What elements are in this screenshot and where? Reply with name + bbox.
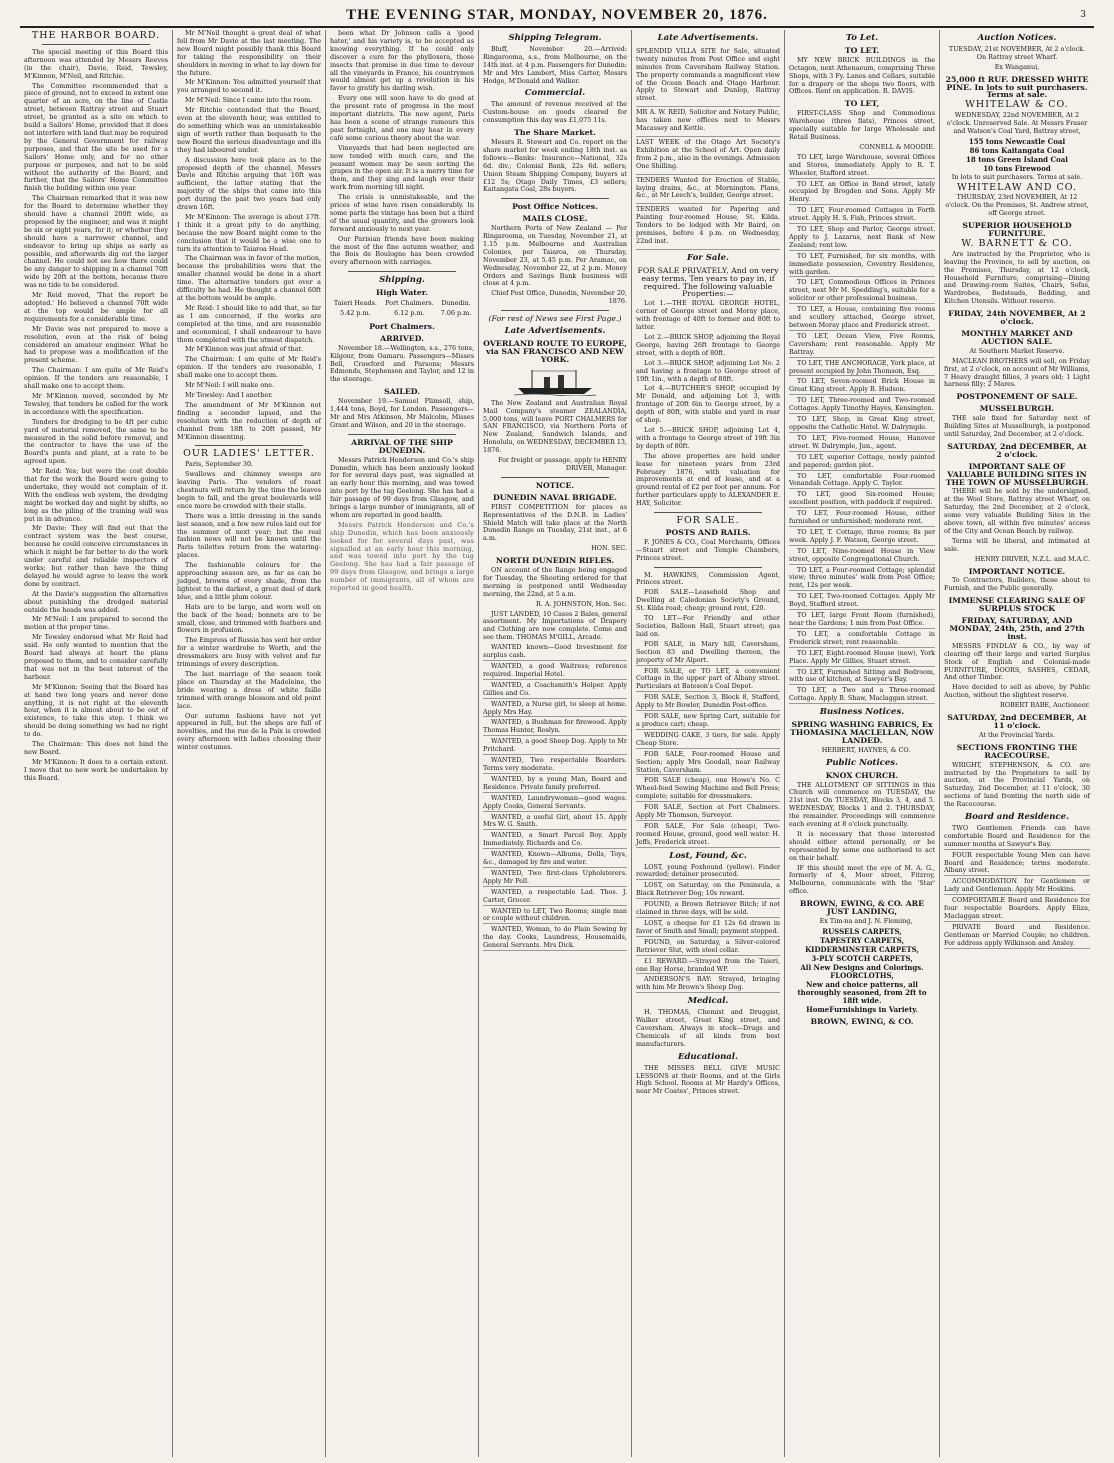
important-notice-text: To Contractors, Builders, those about to Furnish, and the Public generally. [944,576,1090,593]
article-paragraph: The last marriage of the season took place on Thursday at the Madeleine, the bride wearing a dress of white faille trimmed with orange blossom and old point lace. [177,669,321,710]
public-notices-heading: Public Notices. [825,757,899,768]
column-2 [173,30,326,1457]
coal-line: 155 tons Newcastle Coal [968,136,1066,146]
lost-found-ad: LOST, on Saturday, on the Peninsula, a Black Retriever Dog; 10s reward. [636,881,780,898]
property-lot: Lot 3.—BRICK SHOP, adjoining Lot No. 2 and having a frontage to George street of 19ft 1in., with a depth of 80ft. [636,358,780,383]
medical-heading: Medical. [687,996,729,1007]
divider [501,477,609,478]
article-paragraph: Our Parisian friends have been making the most of the fine autumn weather, and the Bois de Boulogne has been crowded every afternoon with carriages. [330,234,474,267]
whitelaw-sign: WHITELAW & CO. [965,99,1069,111]
to-let-ad: TO LET, Five-roomed House, Hanover street. W. Dalrymple, Jun., agent. [789,433,935,450]
ladies-letter-headline: OUR LADIES' LETTER. [183,448,315,460]
lost-found-ad: ANDERSON'S BAY: Strayed, bringing with him Mr Brown's Sheep Dog. [636,975,780,992]
wanted-ad: WANTED, a useful Girl, about 15. Apply Mrs W. G. Smith. [483,812,627,829]
article-paragraph: Mr Tewsley endorsed what Mr Reid had said. He only wanted to mention that the Board had always at heart the plans proposed to them, and to consider carefully that was not in the best interest of the harbour. [24,633,168,681]
article-paragraph: Mr Reid: Yes; but were the cost double that for the work the Board were going to undertake, they would not complain of it. With the endless web system, the dredging might be worked day and night by shifts, so long as the piling of the training wall was put in in advance. [24,467,168,523]
to-let-ad: TO LET, Furnished Sitting and Bedroom, with use of kitchen, at Sawyer's Bay. [789,667,935,684]
wanted-ad: WANTED, by a young Man, Board and Residence. Private family preferred. [483,774,627,791]
divider [654,567,762,568]
carpet-line: 3-PLY SCOTCH CARPETS, [811,953,913,963]
brick-buildings-ad: MY NEW BRICK BUILDINGS in the Octagon, next Athenaeum, comprising Three Shops, with 3 Fy. Lanes and Cellars, suitable for a drapery or the shops two floors, with Offices. Rent on application. R. DAVIS. [789,55,935,96]
article-paragraph: A discussion here took place as to the proposed depth of the channel, Messrs Davie and Ritchie arguing that 16ft was sufficient, the latter stating that the majority of the ships that came into this port during the past two years had only drawn 16ft. [177,155,321,212]
commercial-heading: Commercial. [524,88,586,99]
to-let-ad: TO LET, comfortable Four-roomed Venandah Cottage. Apply C. Taylor. [789,471,935,488]
divider [501,310,609,311]
article-paragraph: There was a little dressing in the sands last season, and a few new rules laid out for the summer of next year; but the real fashion news will not be known until the Paris toilettes return from the watering-places. [177,511,321,560]
shipping-heading: Shipping. [379,275,425,286]
harbor-board-headline: THE HARBOR BOARD. [31,30,161,41]
classified-ad: WEDDING CAKE, 3 tiers, for sale. Apply Cheap Store. [636,730,780,747]
article-paragraph: Our autumn fashions have not yet appeared in full, but the shops are full of novelties, and the rue de la Paix is crowded every afternoon with ladies choosing their winter costumes. [177,711,321,752]
misc-sale-ads [636,641,780,848]
for-sale-heading-2: FOR SALE. [676,515,740,527]
barnett-text: Are instructed by the Proprietor, who is leaving the Province, to sell by auction, on the Premises, Thursday, at 12 o'clock, Household Furniture, comprising—Dining and Drawing-room Suites, Chairs, Sofas, Wardrobes, Bedsteads, Bedding, and Kitchen Utensils. Without reserve. [944,249,1090,306]
article-paragraph: The Chairman was in favor of the motion, because the probabilities were that the smaller channel would be done in a short time. The alternative tenders got over a difficulty he had. He thought a channel 60ft at the bottom would be ample. [177,254,321,302]
wanted-ad: WANTED, a Smart Parcel Boy. Apply Immediately. Richards and Co. [483,831,627,848]
lots-note: The above properties are held under lease for nineteen years from 23rd February 1876, with valuation for improvements at end of lease, and at a ground rental of £2 per foot per annum. For further particulars apply to ALEXANDER E. HAY, Solicitor. [636,451,780,508]
southern-market: At Southern Market Reserve. [969,346,1065,355]
classified-ad: FOR SALE, new Spring Cart, suitable for a produce cart; cheap. [636,712,780,728]
coal-line: 10 tons Firewood [983,163,1051,173]
article-paragraph: Mr Tewsley: And I another. [185,390,273,399]
carpet-line: HomeFurnishings in Variety. [806,1005,918,1015]
tide-label: Port Chalmers. [385,299,434,308]
article-paragraph: The Chairman: I am quite of Mr Reid's opinion. If the tenders are reasonable, I shall make one to accept them. [24,366,168,391]
article-paragraph: The Empress of Russia has sent her order for a winter wardrobe to Worth, and the dressmakers are busy with velvet and fur trimmings of every description. [177,636,321,669]
arrived-text: November 18.—Wellington, s.s., 276 tons, Kilgour, from Oamaru. Passengers—Misses Bell, Crawford and Parsons; Messrs Edmonds, Stephenson and Taylor, and 12 in the steerage. [330,343,474,384]
board-ad: ACCOMMODATION for Gentlemen or Lady and Gentleman. Apply Mr Hoskins. [944,877,1090,894]
wanted-ad: WANTED, a Nurse girl, to sleep at home. Apply Mrs Hay. [483,699,627,716]
tide-value: 5.42 p.m. [340,309,371,317]
to-let-ad: TO LET, Shop and Parlor, George street. Apply to J. Lazarus, next Bank of New Zealand; rent low. [789,225,935,249]
knox-church-note: It is necessary that those interested should either attend personally, or be represented by some one authorised to act on their behalf. [789,829,935,862]
column-7 [940,30,1094,1457]
white-pine: 25,000 ft RUF. DRESSED WHITE PINE. In lots to suit purchasers. Terms at sale. [945,74,1089,100]
wright-stephenson-text: WRIGHT, STEPHENSON, & CO. are instructed by the Proprietors to sell by auction, at the Provincial Yards, on Saturday, 2nd December, at 11 o'clock, 30 sections of land fronting the north side of the Racecourse. [944,760,1090,809]
educational-heading: Educational. [678,1051,738,1062]
divider [654,512,762,513]
article-paragraph: At the Davie's suggestion the alternative about punishing the dredged material outside the heads was added. [24,589,168,614]
board-ad: TWO Gentlemen Friends can have comfortable Board and Residence for the summer months at Sawyer's Bay. [944,823,1090,848]
hawkins-ad: M. HAWKINS, Commission Agent, Princes street. [636,570,780,587]
lost-found-ad: £1 REWARD.—Strayed from the Taieri, one Bay Horse, branded WP. [636,956,780,973]
article-paragraph: The fashionable colours for the approaching season are, as far as can be judged, browns of every shade, from the lightest to the darkest, a great deal of dark blue, and a little plum colour. [177,561,321,601]
post-office-text: Northern Ports of New Zealand — Per Ringarooma, on Tuesday, November 21, at 1.15 p.m. Melbourne and Australian Colonies, per Taiaroa, on Thursday, November 23, at 5.45 p.m. Per Aramac, on Wednesday, November 22, at 2 p.m. Money Orders and Savings Bank business will close at 4 p.m. [483,224,627,288]
article-paragraph: The amendment of Mr M'Kinnon not finding a seconder lapsed, and the resolution with the reduction of depth of channel from 18ft to 20ft passed, Mr M'Kinnon dissenting. [177,400,321,441]
wanted-ad: WANTED, a good Sheep Dog. Apply to Mr Pritchard. [483,737,627,754]
saturday-sale-2: SATURDAY, 2nd DECEMBER, At 11 o'clock. [947,713,1087,730]
to-let-ad: TO LET, Furnished, for six months, with immediate possession, Coventry Residence, with garden. [789,251,935,276]
steamship-icon [514,368,596,396]
business-notices-heading: Business Notices. [819,707,905,718]
property-lot: Lot 2.—BRICK SHOP, adjoining the Royal George, having 26ft frontage to George street, with a depth of 80ft. [636,333,780,357]
to-let-ad: TO LET, large Warehouse, several Offices and Stores, immediately. Apply to R. T. Wheeler, Stafford street. [789,152,935,177]
reid-solicitor-ad: MR A. W. REID, Solicitor and Notary Public, has taken new offices next to Messrs Macassey and Kettle. [636,107,780,137]
coal-note: In lots to suit purchasers. Terms at sale. [951,172,1083,181]
robert-babe-sign: ROBERT BABE, Auctioneer. [1000,701,1090,710]
henry-driver-sign: HENRY DRIVER, N.Z.L. and M.A.C. [974,554,1090,563]
to-let-ad: TO LET, THE ANCHORAGE, York place, at present occupied by John Thomson, Esq. [789,358,935,375]
page-number: 3 [1080,10,1086,20]
newspaper-columns [20,30,1094,1457]
important-notice-heading: IMPORTANT NOTICE. [968,566,1066,576]
to-let-ad: TO LET, T. Cottage, three rooms; 8s per week. Apply J. F. Watson, George street. [789,527,935,544]
to-let-ad: TO LET, Three-roomed and Two-roomed Cottages. Apply Timothy Hayes, Kensington. [789,396,935,413]
brown-ewing-heading: BROWN, EWING, & CO. ARE JUST LANDING, [799,899,925,917]
to-let-ad: TO LET, a House, containing five rooms and scullery attached, George street, between Moray place and Frederick street. [789,305,935,329]
board-ad: PRIVATE Board and Residence. Gentleman or Married Couple; no children. For address apply Wilkinson and Ansley. [944,922,1090,947]
to-let-ad: TO LET, Commodious Offices in Princes street, next Mr M. Spedding's, suitable for a solicitor or other professional business. [789,278,935,303]
article-paragraph: Mr M'Neil: I am prepared to second the motion at the proper time. [24,615,168,632]
auction-notices-heading: Auction Notices. [977,33,1057,43]
ship-dunedin-text: Messrs Patrick Henderson and Co.'s ship Dunedin, which has been anxiously looked for for several days past, was signalled at an early hour this morning, and was towed into port by the tug Geelong. She has had a fair passage of 99 days from Glasgow, and brings a large number of immigrants, all of whom are reported in good health. [330,520,474,593]
wanted-ad: WANTED, a Coachsmith's Helper. Apply Gillies and Co. [483,680,627,697]
article-paragraph: Mr Ritchie contended that the Board, even at the eleventh hour, was entitled to do something which was an unmistakeable sign of worth rather than bequeath to the new Board the serious disadvantage and ills they had laboured under. [177,106,321,154]
brown-ewing-sign: BROWN, EWING, & CO. [810,1016,914,1026]
ship-dunedin-text: Messrs Patrick Henderson and Co.'s ship Dunedin, which has been anxiously looked for for several days past, was signalled at an early hour this morning, and was towed into port by the tug Geelong. She has had a fair passage of 99 days from Glasgow, and brings a large number of immigrants, all of whom are reported in good health. [330,455,474,519]
masthead [20,4,1094,28]
tide-value: 7.06 p.m. [440,309,472,317]
arrived-heading: ARRIVED. [380,333,424,343]
property-lot: Lot 4.—BUTCHER'S SHOP, occupied by Mr Donald, and adjoining Lot 3, with frontage of 20ft 6in to George street, by a depth of 80ft, with stable and yard in rear of shop. [636,384,780,425]
article-paragraph: been what Dr Johnson calls a 'good hater,' and his variety is, to be accepted as knowing everything. If he could only discover a cure for the phylloxera, those insects that promise in due time to devour all the vineyards in France, his countrymen would almost get up a revolution in his favor to gratify his darling wish. [330,30,474,93]
mail-agent: For freight or passage, apply to HENRY DRIVER, Manager. [498,456,627,472]
column-4 [479,30,632,1457]
knox-church-heading: KNOX CHURCH. [825,770,899,780]
article-paragraph: Mr M'Neil thought a great deal of what fell from Mr Davie at the last meeting. The new Board might possibly thank this Board for taking the responsibility on their shoulders in moving in what to lay down for the future. [177,30,321,77]
late-ads-heading: Late Advertisements. [657,33,759,43]
to-let-ad: TO LET, Eight-roomed House (new), York Place. Apply Mr Gillies, Stuart street. [789,648,935,665]
to-let-ad: TO LET, Seven-roomed Brick House in Great King street. Apply B. Hudson. [789,377,935,394]
lost-found-ad: FOUND, a Brown Retriever Bitch; if not claimed in three days, will be sold. [636,900,780,917]
to-let-ad: TO LET, Four-roomed Cottages in Forth street. Apply H. S. Fish, Princes street. [789,206,935,223]
wanted-ad: WANTED, Laundrywoman—good wages. Apply Cooks, General Servants. [483,793,627,810]
jones-ad: F. JONES & CO., Coal Merchants, Offices—Stuart street and Temple Chambers, Princes street. [636,537,780,562]
ex-wanganui: Ex Wanganui, [994,62,1040,71]
meet-eye-notice: IF this should meet the eye of M. A. G., formerly of 4, Moor street, Fitzroy, Melbourne, communicate with the 'Star' office. [789,863,935,896]
wednesday-sale: WEDNESDAY, 22nd NOVEMBER, At 2 o'clock. Unreserved Sale. At Messrs Fraser and Watson's Coal Yard, Battray street, [946,111,1088,136]
article-paragraph: Tenders for dredging to be 4ft per cubic yard of material removed, the same to be measured in the solid before removal, and the contractor to have the use of the Board's punts and plant, at a rate to be agreed upon. [24,417,168,466]
racecourse-sections-heading: SECTIONS FRONTING THE RACECOURSE. [956,742,1078,760]
divider [195,445,303,446]
wanted-ad: WANTED, a good Waitress; reference required. Imperial Hotel. [483,662,627,678]
lost-found-ad: LOST, a cheque for £1 12s 6d drawn in favor of Smith and Small; payment stopped. [636,919,780,935]
rifles-text: ON account of the Range being engaged for Tuesday, the Shooting ordered for that morning is postponed until Wednesday morning, the 22nd, at 5 a.m. [483,566,627,598]
masthead-title: THE EVENING STAR, MONDAY, NOVEMBER 20, 1876. [346,7,768,23]
carpet-line: New and choice patterns, all thoroughly seasoned, from 2ft to 18ft wide. [797,980,927,1006]
tide-label: Dunedin. [441,299,471,308]
to-let-ad: TO LET, Two-roomed Cottages. Apply Mr Boyd, Stafford street. [789,592,935,609]
saturday-sale: SATURDAY, 2nd DECEMBER, At 2 o'clock. [947,441,1087,459]
commercial-text: The amount of revenue received at the Custom-house on goods cleared for consumption this day was £1,075 11s. [483,100,627,125]
naval-brigade-heading: DUNEDIN NAVAL BRIGADE. [492,492,618,502]
column-1 [20,30,173,1457]
to-let-ad: TO LET, a Four-roomed Cottage; splendid view; three minutes' walk from Post Office; rent, 12s per week. [789,565,935,590]
clearing-sale-dates: FRIDAY, SATURDAY, AND MONDAY, 24th, 25th, and 27th inst. [949,616,1085,641]
terms-note: Terms will be liberal, and intimated at sale. [944,536,1090,553]
port-chalmers-heading: Port Chalmers. [369,321,435,331]
article-paragraph: Mr Davie was not prepared to move a resolution, even at the risk of being considered an amateur engineer. What he had to propose was a modification of the present scheme. [24,324,168,365]
lost-found-ads [636,864,780,994]
thursday-sale: THURSDAY, 23rd NOVEMBER, At 12 o'clock. On the Premises, St. Andrew street, off George street. [945,193,1089,218]
wanted-ads [483,644,627,951]
spring-fabrics-ad: SPRING WASHING FABRICS, Ex THOMASINA MACLELLAN, NOW LANDED. [790,720,934,745]
for-sale-heading: For Sale. [687,252,729,263]
wanted-ad: WANTED, Two respectable Boarders. Terms very moderate. [483,756,627,772]
article-paragraph: Mr M'Neil: I will make one. [185,381,275,390]
harbor-board-article-cont [177,30,321,441]
article-paragraph: Mr Davie: They will find out that the contract system was the best course, because he could conceive circumstances in which it might be far better to do the work under careful and reliable inspectors of works; but rather than have the thing delayed he would agree to leave the work done by contract. [24,524,168,588]
villa-site-ad: SPLENDID VILLA SITE for Sale, situated twenty minutes from Post Office and eight minutes from Caversham Railway Station. The property commands a magnificent view of the Ocean Beach and Otago Harbour. Apply to Stewart and Dunlop, Rattray street. [636,46,780,107]
article-paragraph: Every one will soon have to do good at the present rate of progress in the most important districts. The new agent, Paris has been a scene of strange rumours this past fortnight, and one may hear in every café some curious theory about the war. [330,94,474,142]
tenders-papering-ad: TENDERS wanted for Papering and Painting four-roomed House, St. Kilda. Tenders to be lodged with Mr Baird, on premises, before 4 p.m. on Wednesday, 22nd inst. [636,204,780,250]
column-5 [632,30,785,1457]
article-paragraph: Swallows and chimney sweeps are leaving Paris. The vendors of roast chestnuts will return by the time the leaves begin to fall, and the great boulevards will once more be crowded with their stalls. [177,470,321,510]
leasehold-ad: FOR SALE—Leasehold Shop and Dwelling at Caledonian Society's Ground, St. Kilda road; cheap; ground rent, £20. [636,588,780,613]
posts-rails: POSTS AND RAILS. [665,527,751,537]
to-let-ad: TO LET, superior Cottage, newly painted and papered; garden plot. [789,452,935,469]
article-paragraph: Mr M'Kinnon: It does to a certain extent. I move that no new work be undertaken by this Board. [24,757,168,782]
classified-ad: FOR SALE, or TO LET, a convenient Cottage in the upper part of Albany street. Particulars at Bateson's Coal Depot. [636,666,780,691]
column-3 [326,30,479,1457]
telegram-heading: Shipping Telegram. [508,33,602,43]
classified-ad: FOR SALE, Four-roomed House and Section; apply Mrs Goodall, near Railway Station, Caversham. [636,749,780,774]
article-paragraph: Mr M'Kinnon was just afraid of that. [185,345,304,354]
article-paragraph: Hats are to be large, and worn well on the back of the head; bonnets are to be small, close, and trimmed with feathers and flowers in profusion. [177,602,321,635]
friday-sale: FRIDAY, 24th NOVEMBER, At 2 o'clock. [948,309,1086,327]
coal-line: 86 tons Kaitangata Coal [969,145,1065,155]
classified-ad: FOR SALE, Section at Port Chalmers. Apply Mr Thomson, Surveyor. [636,803,780,820]
wanted-ad: WANTED to LET, Two Rooms; single man or couple without children. [483,906,627,923]
tuesday-sale: TUESDAY, 21st NOVEMBER, At 2 o'clock. On Rattray street Wharf. [948,44,1086,61]
mails-close-heading: MAILS CLOSE. [522,214,588,224]
connell-moodie: CONNELL & MOODIE. [859,142,935,151]
post-office-sign: Chief Post Office, Dunedin, November 20, 1876. [491,289,627,306]
article-paragraph: The crisis is unmistakeable, and the prices of wine have risen considerably. In some parts the vintage has been but a third of the usual quantity, and the growers look forward anxiously to next year. [330,193,474,233]
tide-value: 6.12 p.m. [394,309,425,317]
overland-heading: OVERLAND ROUTE TO EUROPE, via SAN FRANCISCO AND NEW YORK. [483,339,627,364]
carpet-line: All New Designs and Colorings. [800,962,924,972]
article-paragraph: Mr M'Neil: Since I came into the room. [185,96,313,105]
sailed-text: November 19.—Samuel Plimsoll, ship, 1,444 tons, Boyd, for London. Passengers—Mr and Mrs Atkinson, Mr Malcolm, Misses Grant and Wilson, and 20 in the steerage. [330,397,474,429]
divider [501,198,609,199]
wanted-ad: WANTED, Known—Albums, Dolls, Toys, &c., damaged by fire and water. [483,850,627,867]
ship-dunedin-heading: ARRIVAL OF THE SHIP DUNEDIN. [351,437,453,455]
provincial-yards: At the Provincial Yards. [978,730,1056,739]
property-lot: Lot 5.—BRICK SHOP, adjoining Lot 4, with a frontage to George street of 19ft 3in by depth of 80ft. [636,425,780,450]
lost-found-ad: FOUND, on Saturday, a Silver-colored Retriever Slut, with steel collar. [636,937,780,954]
divider [348,271,456,272]
news-note: (For rest of News see First Page.) [488,314,622,324]
maclean-text: MACLEAN BROTHERS will sell, on Friday first, at 2 o'clock, on account of Mr Williams, 7 Heavy draught fillies, 3 years old; 1 Light harness filly; 2 Mares. [944,356,1090,389]
lost-found-ad: LOST, young Foxhound (yellow). Finder rewarded; detainer prosecuted. [636,862,780,879]
share-market-text: Messrs R. Stewart and Co. report on the share market for week ending 18th inst. as follows:—Banks: Insurance—National, 32s 6d. div.; Colonial Bank, 22s 6d. sellers; Union Steam Shipping Company, buyers at £12 5s; Otago Daily Times, £3 sellers; Kaitangata Coal, 28s buyers. [483,137,627,194]
board-residence-heading: Board and Residence. [965,812,1069,823]
whitelaw-sign-2: WHITELAW AND CO. [957,181,1077,193]
to-let-ads [789,154,935,704]
article-paragraph: Mr M'Kinnon: Seeing that the Board has at hand two long years and never done anything, it is not right at the eleventh hour, when it is almost about to be out of existence, to take this step. I think we should be doing something we had no right to do. [24,682,168,739]
article-paragraph: The Committee recommended that a piece of ground, not to exceed in extent one quarter of an acre, on the line of Castle street, between Rattray street and Stuart street, be granted as a site on which to build a Sailors' Home, provided that it does not interfere with land that may be required by the General Government for railway purposes, and that the site be used for a Sailors' Home only, and for no other purpose or purposes, and not to be sold without the authority of the Board, and further, that the Sailors' Home Committee finish the building within one year. [24,81,168,193]
coal-list [944,138,1090,173]
article-paragraph: The Chairman remarked that it was now for the Board to determine whether they should have a channel 200ft wide, as proposed by the engineer, and was it might be six or eight years, for it; or whether they should have a narrower channel, and endeavor to bring up ships as early as possible, and afterwards dig out the larger channel. He could not see how there could be any danger to shipping in a channel 70ft wide by 20ft at the bottom, because there was no tide to be considered. [24,194,168,290]
wanted-ad: WANTED, Woman, to do Plain Sewing by the day. Cooks, Laundress, Housemaids, General Servants. Mrs Dick. [483,925,627,950]
brown-ewing-lines [789,928,935,1014]
classified-ad: FOR SALE, in Mary hill, Caversham, Section 83 and Dwelling thereon, the property of Mr Alport. [636,639,780,664]
to-let-ad: TO LET, large Front Room (furnished), near the Gardens; 1 min from Post Office. [789,611,935,627]
share-market-heading: The Share Market. [514,128,596,138]
warehouse-ad: FIRST-CLASS Shop and Commodious Warehouse (three flats), Princes street, specially suitable for large Wholesale and Retail Business. [789,109,935,141]
wanted-ad: WANTED, Two first-class Upholsterers. Apply Mr Pell. [483,868,627,885]
late-ads-heading: Late Advertisements. [504,326,606,337]
post-office-heading: Post Office Notices. [512,202,598,212]
monthly-market: MONTHLY MARKET AND AUCTION SALE. [961,329,1073,346]
property-lot: Lot 1.—THE ROYAL GEORGE HOTEL, corner of George street and Moray place, with frontage of 40ft to former and 80ft to latter. [636,299,780,332]
divider [42,44,150,45]
brown-ewing-ex: Ex Tim-na and J. N. Fleming, [819,917,913,925]
harbor-board-article [24,49,168,783]
clearing-sale-heading: IMMENSE CLEARING SALE OF SURPLUS STOCK [948,596,1086,614]
ladies-letter-article [177,461,321,752]
rifles-heading: NORTH DUNEDIN RIFLES. [495,556,615,566]
mail-steamer-text: The New Zealand and Australian Royal Mail Company's steamer ZEALANDIA, 5,000 tons, will leave PORT CHALMERS for SAN FRANCISCO, via Northern Ports of New Zealand, Sandwich Islands, and Honolulu, on WEDNESDAY, DECEMBER 13, 1876. [483,398,627,455]
article-paragraph: Mr Reid: I should like to add that, so far as I am concerned, if the works are completed at the time, and are reasonable and economical, I shall endeavour to have them completed with the utmost dispatch. [177,303,321,344]
wanted-ad: WANTED, a Bushman for firewood. Apply Thomas Hunter, Roslyn. [483,718,627,735]
article-paragraph: Mr M'Kinnon moved, seconded by Mr Tewsley, that tenders be called for the work in accordance with the specification. [24,391,168,416]
classified-ad: FOR SALE, Section 3, Block 8, Stafford, Apply to Mr Bowler, Dunedin Post-office. [636,693,780,710]
important-sale-heading: IMPORTANT SALE OF VALUABLE BUILDING SITES IN THE TOWN OF MUSSELBURGH. [945,461,1089,487]
to-let-heading: To Let. [845,33,879,43]
naval-brigade-sign: HON. SEC. [591,544,627,553]
to-let-ad: TO LET, Four-roomed House, either furnished or unfurnished; moderate rent. [789,509,935,526]
rifles-sign: R. A. JOHNSTON, Hon. Sec. [535,599,627,608]
to-let-ad: TO LET, a comfortable Cottage in Frederick street; rent reasonable. [789,629,935,646]
article-paragraph: Vineyards that had been neglected are now tended with much care, and the peasant women may be seen sorting the grapes in the open air. It is a merry time for them, and they sing and laugh over their work from morning till night. [330,143,474,192]
knox-church-text: THE ALLOTMENT OF SITTINGS in this Church will commence on TUESDAY, the 21st inst. On TUESDAY, Blocks 3, 4, and 5. WEDNESDAY, Blocks 1 and 2. THURSDAY, the remainder. Proceedings will commence each evening at 8 o'clock punctually. [789,780,935,829]
classified-ad: FOR SALE, For Sale (cheap), Two-roomed House, ground, good well water. H. Jeffs, Frederick street. [636,821,780,846]
lost-found-heading: Lost, Found, &c. [669,850,747,861]
telegram-text: Bluff, November 20.—Arrived: Ringarooma, s.s., from Melbourne, on the 14th inst. at 4 p.m. Passengers for Dunedin: Mr and Mrs Lambert, Miss Carter, Messrs Hodge, M'Donald and Walker. [483,44,627,85]
tide-label: Taieri Heads. [333,299,377,308]
naval-brigade-text: FIRST COMPETITION for places as Representatives of the D.N.B. in Ladies' Shield Match will take place at the North Dunedin Range on Tuesday, 21st inst., at 6 a.m. [483,502,627,543]
findlay-note: Have decided to sell as above, by Public Auction, without the slightest reserve. [944,683,1090,700]
article-paragraph: Mr M'Kinnon: You admitted yourself that you arranged to second it. [177,78,321,95]
musselburgh-text: THE sale fixed for Saturday next of Building Sites at Musselburgh, is postponed until Saturday, 2nd December, at 2 o'clock. [944,414,1090,438]
tenders-stable-ad: TENDERS Wanted for Erection of Stable, laying drains, &c., at Mornington. Plans, &c., at Mr Leech's, builder, George street. [636,175,780,205]
carpet-line: FLOORCLOTHS, [830,971,894,981]
findlay-text: MESSRS FINDLAY & CO., by way of clearing off their large and varied Surplus Stock of English and Colonial-made FURNITURE, DOORS, SASHES, CEDAR, And other Timber. [944,641,1090,682]
to-let-ad: TO LET, Ocean View, Five Rooms, Caversham; rent reasonable. Apply Mr Rattray. [789,331,935,356]
to-let-ad: TO LET, Nine-roomed House in View street, opposite Congregational Church. [789,546,935,563]
to-let-title: TO LET. [844,45,880,55]
wanted-ad: WANTED known—Good Investment for surplus cash. [483,643,627,660]
misses-bell-ad: THE MISSES BELL GIVE MUSIC LESSONS at their Rooms, and at the Girls High School. Rooms at Mr Hardy's Offices, near Mr Coates', Princes street. [636,1063,780,1096]
board-residence-ads [944,825,1090,949]
musselburgh-heading: MUSSELBURGH. [979,404,1055,414]
important-sale-text: THERE will be sold by the undersigned, at the Wool Store, Rattray street Wharf, on Saturday, the 2nd December, at 2 o'clock, some very valuable Building Sites in the above town, all within five minutes' access of the City and Ocean Beach by railway. [944,487,1090,535]
for-sale-privately: FOR SALE PRIVATELY, And on very easy terms, Ten years to pay in, if required. The following valuable Properties:— [637,265,779,299]
postponement-heading: POSTPONEMENT OF SALE. [956,392,1078,402]
high-water-heading: High Water. [376,288,428,298]
to-let-ad: TO LET, good Six-roomed House; excellent position, with paddock if required. [789,490,935,507]
article-paragraph: Paris, September 30. [185,460,254,469]
article-paragraph: The Chairman: This does not bind the new Board. [24,740,168,756]
article-paragraph: Mr M'Kinnon: The average is about 17ft. I think it a great pity to do anything, because the new Board might come to the conclusion that it would be a wise one to turn its attention to Taiaroa Head. [177,212,321,253]
tide-table [330,299,474,319]
carpet-line: RUSSELS CARPETS, [822,926,902,936]
thomas-chemist-ad: H. THOMAS, Chemist and Druggist, Walker street, Great King street, and Caversham. Always in stock—Drugs and Chemicals of all kinds from best manufacturers. [636,1008,780,1048]
tolet-societies-ad: TO LET—For Friendly and other Societies, Balloon Hall, Stuart street; gas laid on. [636,614,780,638]
exhibition-ad: LAST WEEK of the Otago Art Society's Exhibition at the School of Art. Open daily from 2 p.m., also in the evenings. Admission One Shilling. [636,137,780,175]
ladies-letter-cont [330,30,474,267]
board-ad: COMFORTABLE Board and Residence for four respectable Boarders. Apply Eliza, Maclaggan street. [944,896,1090,920]
column-6 [785,30,940,1457]
carpet-line: KIDDERMINSTER CARPETS, [805,944,919,954]
property-lots [636,300,780,450]
just-landed-text: JUST LANDED, 10 Cases 2 Bales, general assortment. My Importations of Drapery and Clothing are now complete. Come and see them. THOMAS M'GILL, Arcade. [483,609,627,642]
to-let-ad: TO LET, Shop, in Great King street, opposite the Catholic Hotel. W. Dalrymple. [789,415,935,431]
carpet-line: TAPESTRY CARPETS, [819,935,905,945]
article-paragraph: The Chairman: I am quite of Mr Reid's opinion. If the tenders are reasonable, I shall make one to accept them. [177,355,321,380]
classified-ad: FOR SALE (cheap), one Howe's No. C Wheel-feed Sewing Machine and Bell Press; complete; suitable for dressmakers. [636,776,780,801]
sailed-heading: SAILED. [384,387,420,397]
wanted-ad: WANTED, a respectable Lad. Thos. J. Carter, Grocer. [483,887,627,904]
herbert-haynes: HERBERT, HAYNES, & CO. [821,745,911,754]
to-let-ad: TO LET, a Two and a Three-roomed Cottage. Apply B. Shaw, Maclaggan street. [789,686,935,703]
superior-furniture: SUPERIOR HOUSEHOLD FURNITURE. [962,221,1072,239]
board-ad: FOUR respectable Young Men can have Board and Residence; terms moderate. Albany street. [944,850,1090,875]
to-let-ad: TO LET, an Office in Bond street, lately occupied by Brogden and Sons. Apply Mr Henry. [789,179,935,204]
article-paragraph: The special meeting of this Board this afternoon was attended by Messrs Reeves (in the chair), Davie, Reid, Tewsley, M'Kinnon, M'Neil, and Ritchie. [24,47,168,80]
notice-heading: NOTICE. [535,480,575,490]
barnett-sign: W. BARNETT & CO. [961,237,1073,249]
to-let-title-2: TO LET, [844,99,880,109]
article-paragraph: Mr Reid moved, 'That the report be adopted.' He believed a channel 70ft wide at the top would be ample for all requirements for a considerable time. [24,291,168,323]
divider [348,434,456,435]
coal-line: 18 tons Green Island Coal [966,154,1068,164]
